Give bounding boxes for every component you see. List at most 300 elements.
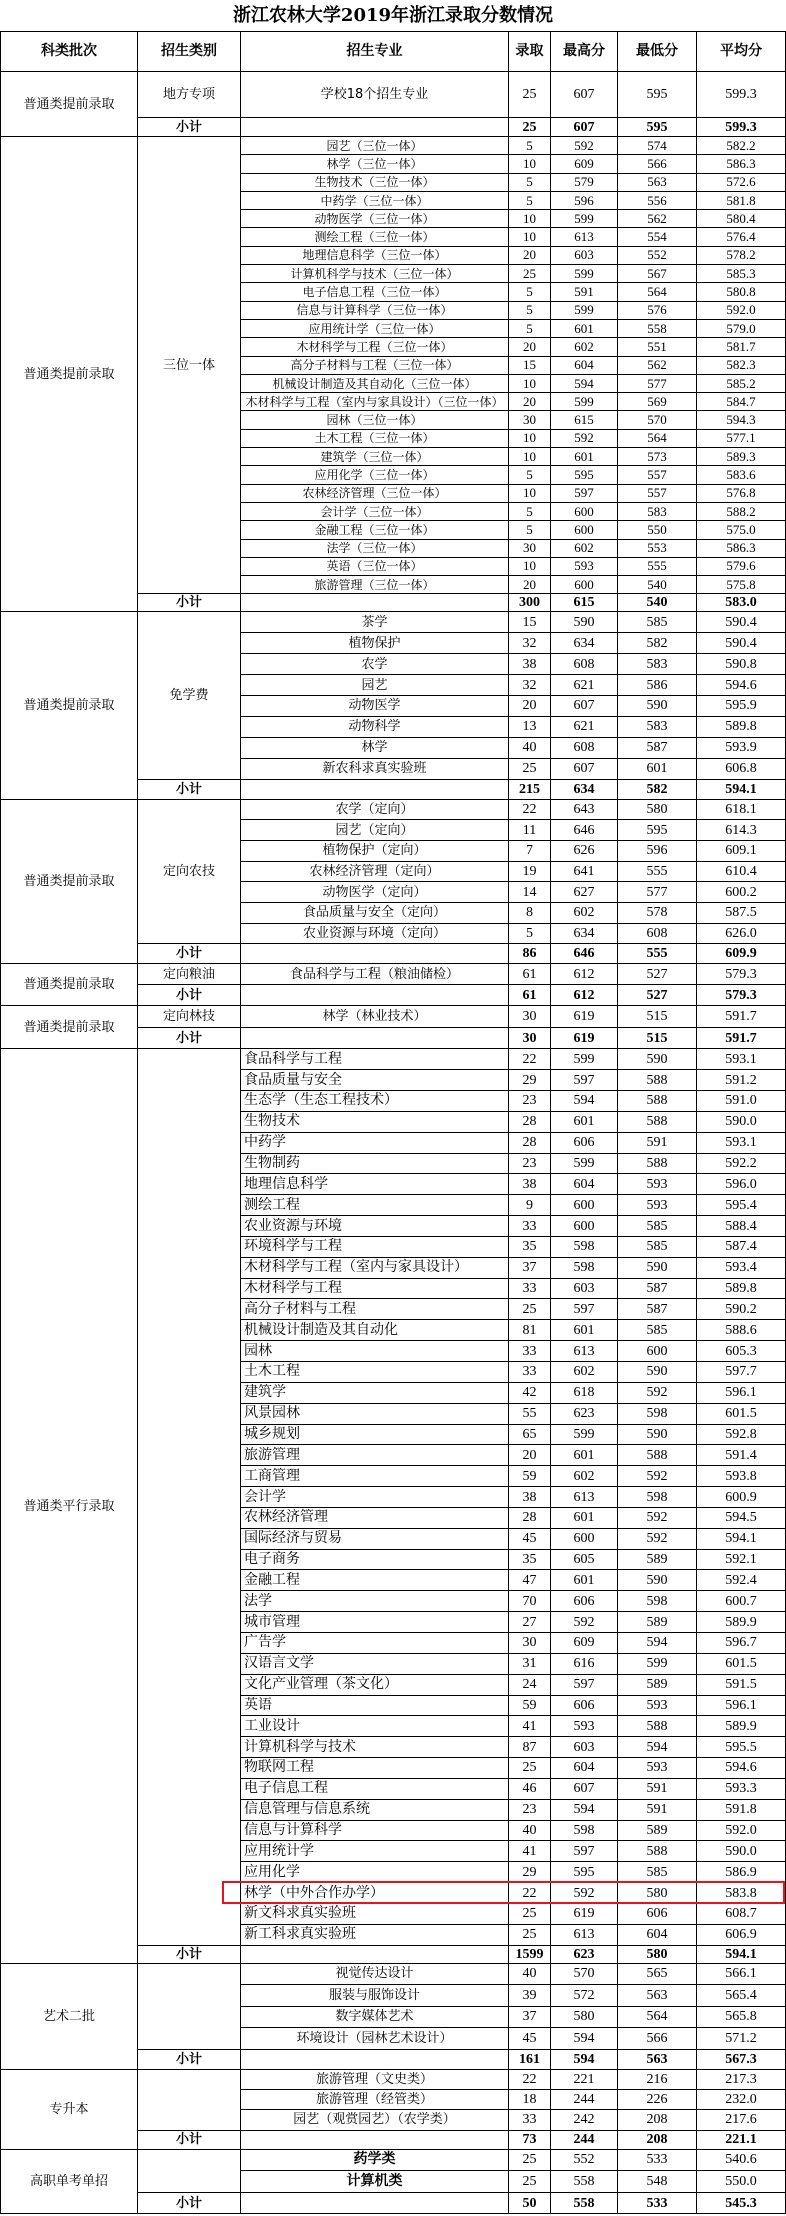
admitted-count-cell: 37 xyxy=(509,1257,551,1278)
subtotal-major-cell xyxy=(241,2193,509,2214)
max-score-cell: 607 xyxy=(551,1778,618,1799)
avg-score-cell: 608.7 xyxy=(697,1903,786,1924)
subtotal-major-cell xyxy=(241,2049,509,2069)
avg-score-cell: 585.3 xyxy=(697,265,786,283)
admitted-count-cell: 22 xyxy=(509,1883,551,1904)
table-row xyxy=(1,2069,786,2089)
table-row xyxy=(1,612,786,633)
admitted-count-cell: 25 xyxy=(509,1924,551,1945)
major-cell: 园艺（定向） xyxy=(241,820,509,841)
subtotal-label: 小计 xyxy=(138,1028,241,1049)
avg-score-cell: 571.2 xyxy=(697,2028,786,2050)
subtotal-min-score-cell: 208 xyxy=(618,2130,697,2149)
max-score-cell: 601 xyxy=(551,1445,618,1466)
subtotal-avg-score-cell: 591.7 xyxy=(697,1028,786,1049)
admitted-count-cell: 9 xyxy=(509,1195,551,1216)
major-cell: 学校18个招生专业 xyxy=(241,72,509,118)
min-score-cell: 599 xyxy=(618,1653,697,1674)
avg-score-cell: 589.8 xyxy=(697,716,786,737)
batch-cell: 普通类提前录取 xyxy=(1,137,138,612)
admitted-count-cell: 18 xyxy=(509,2089,551,2109)
major-cell: 动物科学 xyxy=(241,716,509,737)
admitted-count-cell: 29 xyxy=(509,1070,551,1091)
min-score-cell: 588 xyxy=(618,1091,697,1112)
avg-score-cell: 593.3 xyxy=(697,1778,786,1799)
max-score-cell: 221 xyxy=(551,2069,618,2089)
avg-score-cell: 577.1 xyxy=(697,429,786,447)
subtotal-avg-score-cell: 567.3 xyxy=(697,2049,786,2069)
category-cell: 三位一体 xyxy=(138,137,241,594)
admitted-count-cell: 28 xyxy=(509,1111,551,1132)
min-score-cell: 604 xyxy=(618,1924,697,1945)
category-cell: 地方专项 xyxy=(138,72,241,118)
admitted-count-cell: 41 xyxy=(509,1716,551,1737)
avg-score-cell: 601.5 xyxy=(697,1403,786,1424)
admitted-count-cell: 45 xyxy=(509,2028,551,2050)
major-cell: 建筑学 xyxy=(241,1382,509,1403)
major-cell: 英语（三位一体） xyxy=(241,557,509,575)
admitted-count-cell: 35 xyxy=(509,1236,551,1257)
avg-score-cell: 585.2 xyxy=(697,374,786,392)
subtotal-admitted-count-cell: 50 xyxy=(509,2193,551,2214)
admitted-count-cell: 20 xyxy=(509,338,551,356)
min-score-cell: 591 xyxy=(618,1132,697,1153)
major-cell: 城乡规划 xyxy=(241,1424,509,1445)
avg-score-cell: 572.6 xyxy=(697,173,786,191)
max-score-cell: 593 xyxy=(551,1716,618,1737)
subtotal-admitted-count-cell: 73 xyxy=(509,2130,551,2149)
max-score-cell: 597 xyxy=(551,484,618,502)
major-cell: 农林经济管理（定向） xyxy=(241,861,509,882)
max-score-cell: 595 xyxy=(551,466,618,484)
admitted-count-cell: 15 xyxy=(509,356,551,374)
major-cell: 木材科学与工程（室内与家具设计）（三位一体） xyxy=(241,393,509,411)
avg-score-cell: 626.0 xyxy=(697,923,786,944)
major-cell: 食品质量与安全（定向） xyxy=(241,902,509,923)
subtotal-label: 小计 xyxy=(138,2049,241,2069)
page-title: 浙江农林大学2019年浙江录取分数情况 xyxy=(232,5,554,26)
avg-score-cell: 550.0 xyxy=(697,2171,786,2193)
avg-score-cell: 601.5 xyxy=(697,1653,786,1674)
min-score-cell: 590 xyxy=(618,1570,697,1591)
avg-score-cell: 583.6 xyxy=(697,466,786,484)
min-score-cell: 580 xyxy=(618,799,697,820)
max-score-cell: 612 xyxy=(551,964,618,985)
admitted-count-cell: 20 xyxy=(509,1445,551,1466)
min-score-cell: 595 xyxy=(618,72,697,118)
header-category: 招生类别 xyxy=(138,32,241,72)
admitted-count-cell: 61 xyxy=(509,964,551,985)
major-cell: 林学（中外合作办学） xyxy=(241,1883,509,1904)
major-cell: 食品科学与工程（粮油储检） xyxy=(241,964,509,985)
avg-score-cell: 596.0 xyxy=(697,1174,786,1195)
admitted-count-cell: 20 xyxy=(509,576,551,594)
min-score-cell: 582 xyxy=(618,633,697,654)
subtotal-max-score-cell: 558 xyxy=(551,2193,618,2214)
avg-score-cell: 586.9 xyxy=(697,1862,786,1883)
min-score-cell: 585 xyxy=(618,1862,697,1883)
min-score-cell: 588 xyxy=(618,1841,697,1862)
subtotal-max-score-cell: 615 xyxy=(551,594,618,612)
major-cell: 动物医学（定向） xyxy=(241,882,509,903)
admitted-count-cell: 22 xyxy=(509,2069,551,2089)
avg-score-cell: 591.5 xyxy=(697,1674,786,1695)
min-score-cell: 563 xyxy=(618,173,697,191)
max-score-cell: 552 xyxy=(551,2149,618,2171)
major-cell: 园林 xyxy=(241,1341,509,1362)
major-cell: 旅游管理 xyxy=(241,1445,509,1466)
min-score-cell: 551 xyxy=(618,338,697,356)
min-score-cell: 226 xyxy=(618,2089,697,2109)
major-cell: 环境科学与工程 xyxy=(241,1236,509,1257)
max-score-cell: 601 xyxy=(551,448,618,466)
min-score-cell: 574 xyxy=(618,137,697,155)
avg-score-cell: 593.8 xyxy=(697,1466,786,1487)
subtotal-major-cell xyxy=(241,1945,509,1963)
max-score-cell: 600 xyxy=(551,502,618,520)
subtotal-max-score-cell: 646 xyxy=(551,944,618,964)
subtotal-label: 小计 xyxy=(138,2130,241,2149)
admitted-count-cell: 40 xyxy=(509,1963,551,1985)
avg-score-cell: 593.1 xyxy=(697,1049,786,1070)
subtotal-major-cell xyxy=(241,779,509,799)
major-cell: 林学 xyxy=(241,737,509,758)
admitted-count-cell: 20 xyxy=(509,246,551,264)
major-cell: 工商管理 xyxy=(241,1466,509,1487)
subtotal-label: 小计 xyxy=(138,2193,241,2214)
subtotal-min-score-cell: 515 xyxy=(618,1028,697,1049)
min-score-cell: 585 xyxy=(618,1216,697,1237)
avg-score-cell: 581.8 xyxy=(697,191,786,209)
batch-cell: 普通类提前录取 xyxy=(1,72,138,137)
table-row xyxy=(1,1006,786,1028)
max-score-cell: 558 xyxy=(551,2171,618,2193)
max-score-cell: 619 xyxy=(551,1903,618,1924)
avg-score-cell: 593.9 xyxy=(697,737,786,758)
avg-score-cell: 600.7 xyxy=(697,1591,786,1612)
max-score-cell: 641 xyxy=(551,861,618,882)
major-cell: 生态学（生态工程技术） xyxy=(241,1091,509,1112)
min-score-cell: 576 xyxy=(618,301,697,319)
min-score-cell: 588 xyxy=(618,1445,697,1466)
major-cell: 工业设计 xyxy=(241,1716,509,1737)
max-score-cell: 599 xyxy=(551,301,618,319)
max-score-cell: 597 xyxy=(551,1070,618,1091)
major-cell: 生物技术 xyxy=(241,1111,509,1132)
min-score-cell: 527 xyxy=(618,964,697,985)
max-score-cell: 604 xyxy=(551,1758,618,1779)
major-cell: 法学（三位一体） xyxy=(241,539,509,557)
major-cell: 农学 xyxy=(241,654,509,675)
major-cell: 测绘工程 xyxy=(241,1195,509,1216)
avg-score-cell: 217.3 xyxy=(697,2069,786,2089)
admitted-count-cell: 22 xyxy=(509,1049,551,1070)
subtotal-min-score-cell: 563 xyxy=(618,2049,697,2069)
min-score-cell: 591 xyxy=(618,1799,697,1820)
category-cell: 定向农技 xyxy=(138,799,241,944)
min-score-cell: 587 xyxy=(618,737,697,758)
max-score-cell: 599 xyxy=(551,1153,618,1174)
max-score-cell: 599 xyxy=(551,210,618,228)
avg-score-cell: 566.1 xyxy=(697,1963,786,1985)
admitted-count-cell: 38 xyxy=(509,1487,551,1508)
max-score-cell: 592 xyxy=(551,137,618,155)
avg-score-cell: 593.1 xyxy=(697,1132,786,1153)
max-score-cell: 580 xyxy=(551,2006,618,2028)
min-score-cell: 216 xyxy=(618,2069,697,2089)
admitted-count-cell: 5 xyxy=(509,521,551,539)
avg-score-cell: 590.4 xyxy=(697,612,786,633)
admitted-count-cell: 38 xyxy=(509,654,551,675)
max-score-cell: 621 xyxy=(551,675,618,696)
max-score-cell: 600 xyxy=(551,1216,618,1237)
max-score-cell: 606 xyxy=(551,1591,618,1612)
max-score-cell: 600 xyxy=(551,1528,618,1549)
subtotal-avg-score-cell: 594.1 xyxy=(697,779,786,799)
avg-score-cell: 590.8 xyxy=(697,654,786,675)
max-score-cell: 599 xyxy=(551,265,618,283)
avg-score-cell: 579.3 xyxy=(697,964,786,985)
max-score-cell: 598 xyxy=(551,1257,618,1278)
max-score-cell: 592 xyxy=(551,1612,618,1633)
min-score-cell: 594 xyxy=(618,1737,697,1758)
min-score-cell: 557 xyxy=(618,484,697,502)
min-score-cell: 589 xyxy=(618,1674,697,1695)
avg-score-cell: 595.4 xyxy=(697,1195,786,1216)
admitted-count-cell: 5 xyxy=(509,923,551,944)
admitted-count-cell: 5 xyxy=(509,283,551,301)
max-score-cell: 609 xyxy=(551,155,618,173)
min-score-cell: 593 xyxy=(618,1695,697,1716)
admitted-count-cell: 10 xyxy=(509,429,551,447)
avg-score-cell: 590.2 xyxy=(697,1299,786,1320)
avg-score-cell: 587.5 xyxy=(697,902,786,923)
min-score-cell: 586 xyxy=(618,675,697,696)
min-score-cell: 592 xyxy=(618,1528,697,1549)
max-score-cell: 599 xyxy=(551,1424,618,1445)
major-cell: 园艺 xyxy=(241,675,509,696)
admitted-count-cell: 46 xyxy=(509,1778,551,1799)
min-score-cell: 588 xyxy=(618,1070,697,1091)
min-score-cell: 570 xyxy=(618,411,697,429)
subtotal-admitted-count-cell: 61 xyxy=(509,985,551,1006)
max-score-cell: 594 xyxy=(551,1091,618,1112)
category-cell xyxy=(138,1963,241,2049)
min-score-cell: 600 xyxy=(618,1341,697,1362)
avg-score-cell: 591.8 xyxy=(697,1799,786,1820)
subtotal-major-cell xyxy=(241,1028,509,1049)
avg-score-cell: 596.1 xyxy=(697,1382,786,1403)
max-score-cell: 591 xyxy=(551,283,618,301)
min-score-cell: 585 xyxy=(618,612,697,633)
category-cell: 定向林技 xyxy=(138,1006,241,1028)
major-cell: 电子信息工程（三位一体） xyxy=(241,283,509,301)
admitted-count-cell: 42 xyxy=(509,1382,551,1403)
min-score-cell: 564 xyxy=(618,283,697,301)
min-score-cell: 555 xyxy=(618,861,697,882)
admitted-count-cell: 33 xyxy=(509,1362,551,1383)
major-cell: 食品科学与工程 xyxy=(241,1049,509,1070)
min-score-cell: 589 xyxy=(618,1549,697,1570)
min-score-cell: 564 xyxy=(618,429,697,447)
admitted-count-cell: 5 xyxy=(509,137,551,155)
major-cell: 林学（林业技术） xyxy=(241,1006,509,1028)
min-score-cell: 578 xyxy=(618,902,697,923)
admitted-count-cell: 25 xyxy=(509,265,551,283)
major-cell: 建筑学（三位一体） xyxy=(241,448,509,466)
avg-score-cell: 593.4 xyxy=(697,1257,786,1278)
admitted-count-cell: 37 xyxy=(509,2006,551,2028)
avg-score-cell: 592.1 xyxy=(697,1549,786,1570)
max-score-cell: 601 xyxy=(551,319,618,337)
admitted-count-cell: 31 xyxy=(509,1653,551,1674)
subtotal-min-score-cell: 555 xyxy=(618,944,697,964)
max-score-cell: 244 xyxy=(551,2089,618,2109)
avg-score-cell: 614.3 xyxy=(697,820,786,841)
max-score-cell: 613 xyxy=(551,228,618,246)
major-cell: 计算机类 xyxy=(241,2171,509,2193)
min-score-cell: 593 xyxy=(618,1174,697,1195)
subtotal-admitted-count-cell: 1599 xyxy=(509,1945,551,1963)
subtotal-max-score-cell: 634 xyxy=(551,779,618,799)
subtotal-admitted-count-cell: 215 xyxy=(509,779,551,799)
min-score-cell: 592 xyxy=(618,1382,697,1403)
admitted-count-cell: 25 xyxy=(509,758,551,779)
max-score-cell: 597 xyxy=(551,1299,618,1320)
header-row xyxy=(1,32,786,72)
admitted-count-cell: 13 xyxy=(509,716,551,737)
min-score-cell: 592 xyxy=(618,1466,697,1487)
subtotal-max-score-cell: 623 xyxy=(551,1945,618,1963)
avg-score-cell: 588.2 xyxy=(697,502,786,520)
admitted-count-cell: 23 xyxy=(509,1091,551,1112)
min-score-cell: 587 xyxy=(618,1278,697,1299)
major-cell: 旅游管理（三位一体） xyxy=(241,576,509,594)
major-cell: 物联网工程 xyxy=(241,1758,509,1779)
major-cell: 中药学（三位一体） xyxy=(241,191,509,209)
major-cell: 文化产业管理（茶文化） xyxy=(241,1674,509,1695)
max-score-cell: 579 xyxy=(551,173,618,191)
major-cell: 英语 xyxy=(241,1695,509,1716)
subtotal-label: 小计 xyxy=(138,118,241,137)
avg-score-cell: 606.8 xyxy=(697,758,786,779)
major-cell: 金融工程（三位一体） xyxy=(241,521,509,539)
max-score-cell: 594 xyxy=(551,2028,618,2050)
max-score-cell: 607 xyxy=(551,72,618,118)
major-cell: 信息管理与信息系统 xyxy=(241,1799,509,1820)
major-cell: 数字媒体艺术 xyxy=(241,2006,509,2028)
max-score-cell: 572 xyxy=(551,1985,618,2007)
major-cell: 信息与计算科学 xyxy=(241,1820,509,1841)
admitted-count-cell: 25 xyxy=(509,2149,551,2171)
avg-score-cell: 582.3 xyxy=(697,356,786,374)
subtotal-label: 小计 xyxy=(138,1945,241,1963)
admitted-count-cell: 23 xyxy=(509,1799,551,1820)
avg-score-cell: 592.0 xyxy=(697,1820,786,1841)
admitted-count-cell: 22 xyxy=(509,799,551,820)
admitted-count-cell: 25 xyxy=(509,1299,551,1320)
major-cell: 计算机科学与技术（三位一体） xyxy=(241,265,509,283)
major-cell: 机械设计制造及其自动化 xyxy=(241,1320,509,1341)
subtotal-max-score-cell: 619 xyxy=(551,1028,618,1049)
major-cell: 环境设计（园林艺术设计） xyxy=(241,2028,509,2050)
admitted-count-cell: 28 xyxy=(509,1132,551,1153)
min-score-cell: 590 xyxy=(618,1049,697,1070)
header-min-score: 最低分 xyxy=(618,32,697,72)
major-cell: 地理信息科学 xyxy=(241,1174,509,1195)
header-avg-score: 平均分 xyxy=(697,32,786,72)
avg-score-cell: 579.0 xyxy=(697,319,786,337)
subtotal-label: 小计 xyxy=(138,594,241,612)
category-cell xyxy=(138,2149,241,2193)
admitted-count-cell: 10 xyxy=(509,228,551,246)
avg-score-cell: 596.1 xyxy=(697,1695,786,1716)
major-cell: 城市管理 xyxy=(241,1612,509,1633)
major-cell: 土木工程 xyxy=(241,1362,509,1383)
batch-cell: 专升本 xyxy=(1,2069,138,2149)
max-score-cell: 626 xyxy=(551,840,618,861)
min-score-cell: 583 xyxy=(618,502,697,520)
min-score-cell: 585 xyxy=(618,1320,697,1341)
min-score-cell: 598 xyxy=(618,1403,697,1424)
major-cell: 应用化学 xyxy=(241,1862,509,1883)
avg-score-cell: 594.6 xyxy=(697,675,786,696)
admitted-count-cell: 5 xyxy=(509,466,551,484)
major-cell: 广告学 xyxy=(241,1632,509,1653)
admitted-count-cell: 70 xyxy=(509,1591,551,1612)
major-cell: 会计学（三位一体） xyxy=(241,502,509,520)
avg-score-cell: 540.6 xyxy=(697,2149,786,2171)
avg-score-cell: 582.2 xyxy=(697,137,786,155)
avg-score-cell: 590.0 xyxy=(697,1111,786,1132)
subtotal-label: 小计 xyxy=(138,985,241,1006)
major-cell: 地理信息科学（三位一体） xyxy=(241,246,509,264)
max-score-cell: 603 xyxy=(551,1737,618,1758)
category-cell: 免学费 xyxy=(138,612,241,779)
subtotal-label: 小计 xyxy=(138,779,241,799)
max-score-cell: 621 xyxy=(551,716,618,737)
admitted-count-cell: 33 xyxy=(509,1278,551,1299)
batch-cell: 普通类平行录取 xyxy=(1,1049,138,1963)
major-cell: 应用统计学 xyxy=(241,1841,509,1862)
admitted-count-cell: 45 xyxy=(509,1528,551,1549)
avg-score-cell: 589.8 xyxy=(697,1278,786,1299)
table-row xyxy=(1,1049,786,1070)
table-row xyxy=(1,964,786,985)
admitted-count-cell: 33 xyxy=(509,1216,551,1237)
admitted-count-cell: 19 xyxy=(509,861,551,882)
admitted-count-cell: 40 xyxy=(509,737,551,758)
subtotal-admitted-count-cell: 25 xyxy=(509,118,551,137)
admitted-count-cell: 65 xyxy=(509,1424,551,1445)
subtotal-avg-score-cell: 221.1 xyxy=(697,2130,786,2149)
min-score-cell: 601 xyxy=(618,758,697,779)
admitted-count-cell: 5 xyxy=(509,319,551,337)
avg-score-cell: 591.7 xyxy=(697,1006,786,1028)
avg-score-cell: 594.6 xyxy=(697,1758,786,1779)
admitted-count-cell: 33 xyxy=(509,1341,551,1362)
header-batch: 科类批次 xyxy=(1,32,138,72)
table-row xyxy=(1,1963,786,1985)
admitted-count-cell: 29 xyxy=(509,1862,551,1883)
admitted-count-cell: 25 xyxy=(509,72,551,118)
avg-score-cell: 609.1 xyxy=(697,840,786,861)
max-score-cell: 602 xyxy=(551,1362,618,1383)
min-score-cell: 598 xyxy=(618,1591,697,1612)
min-score-cell: 564 xyxy=(618,2006,697,2028)
min-score-cell: 562 xyxy=(618,356,697,374)
admitted-count-cell: 20 xyxy=(509,695,551,716)
